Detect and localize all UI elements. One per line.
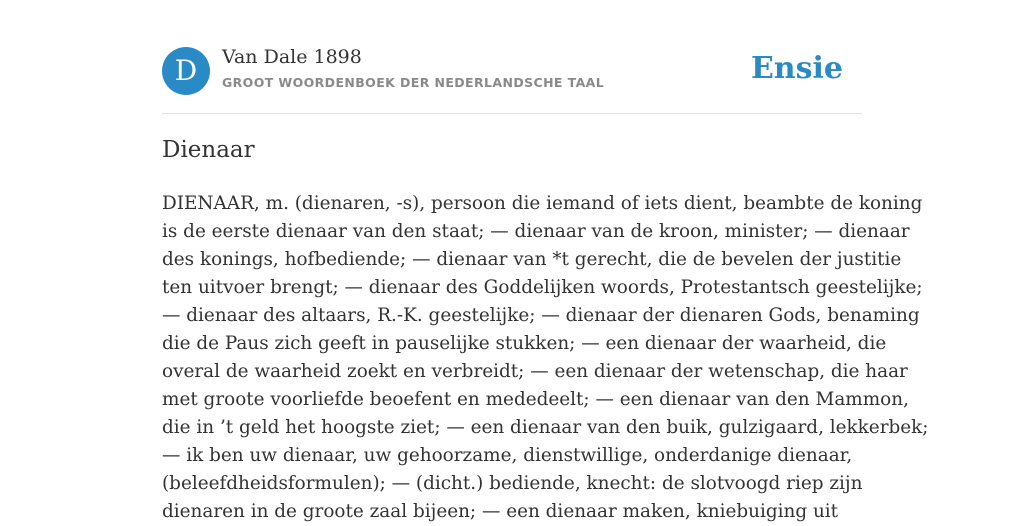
definition-line: — dienaar des altaars, R.-K. geestelijke; — dienaar der dienaren Gods, benaming bbox=[162, 305, 920, 326]
dictionary-page bbox=[162, 0, 929, 522]
definition-line: — ik ben uw dienaar, uw gehoorzame, dienstwillige, onderdanige dienaar, bbox=[162, 445, 853, 466]
definition-line: ten uitvoer brengt; — dienaar des Goddelijken woords, Protestantsch geestelijke; bbox=[162, 277, 923, 298]
source-subtitle: GROOT WOORDENBOEK DER NEDERLANDSCHE TAAL bbox=[222, 75, 605, 90]
definition-line: DIENAAR, m. (dienaren, -s), persoon die iemand of iets dient, beambte de koning bbox=[162, 193, 923, 214]
header-divider bbox=[162, 113, 862, 114]
definition-line: met groote voorliefde beoefent en mededeelt; — een dienaar van den Mammon, bbox=[162, 389, 909, 410]
definition-line: die in ’t geld het hoogste ziet; — een dienaar van den buik, gulzigaard, lekkerbek; bbox=[162, 417, 929, 438]
entry-definition bbox=[162, 190, 929, 526]
source-logo[interactable]: D bbox=[162, 47, 210, 95]
definition-line: des konings, hofbediende; — dienaar van *t gerecht, die de bevelen der justitie bbox=[162, 249, 902, 270]
definition-line: die de Paus zich geeft in pauselijke stukken; — een dienaar der waarheid, die bbox=[162, 333, 887, 354]
definition-line: (beleefdheidsformulen); — (dicht.) bediende, knecht: de slotvoogd riep zijn bbox=[162, 473, 863, 494]
ensie-logo[interactable]: Ensie bbox=[750, 51, 843, 86]
source-title[interactable]: Van Dale 1898 bbox=[222, 46, 362, 68]
definition-line: overal de waarheid zoekt en verbreidt; — een dienaar der wetenschap, die haar bbox=[162, 361, 908, 382]
source-header bbox=[162, 46, 862, 96]
definition-line: dienaren in de groote zaal bijeen; — een dienaar maken, kniebuiging uit bbox=[162, 501, 839, 522]
definition-line: is de eerste dienaar van den staat; — dienaar van de kroon, minister; — dienaar bbox=[162, 221, 910, 242]
entry-title: Dienaar bbox=[162, 137, 255, 163]
